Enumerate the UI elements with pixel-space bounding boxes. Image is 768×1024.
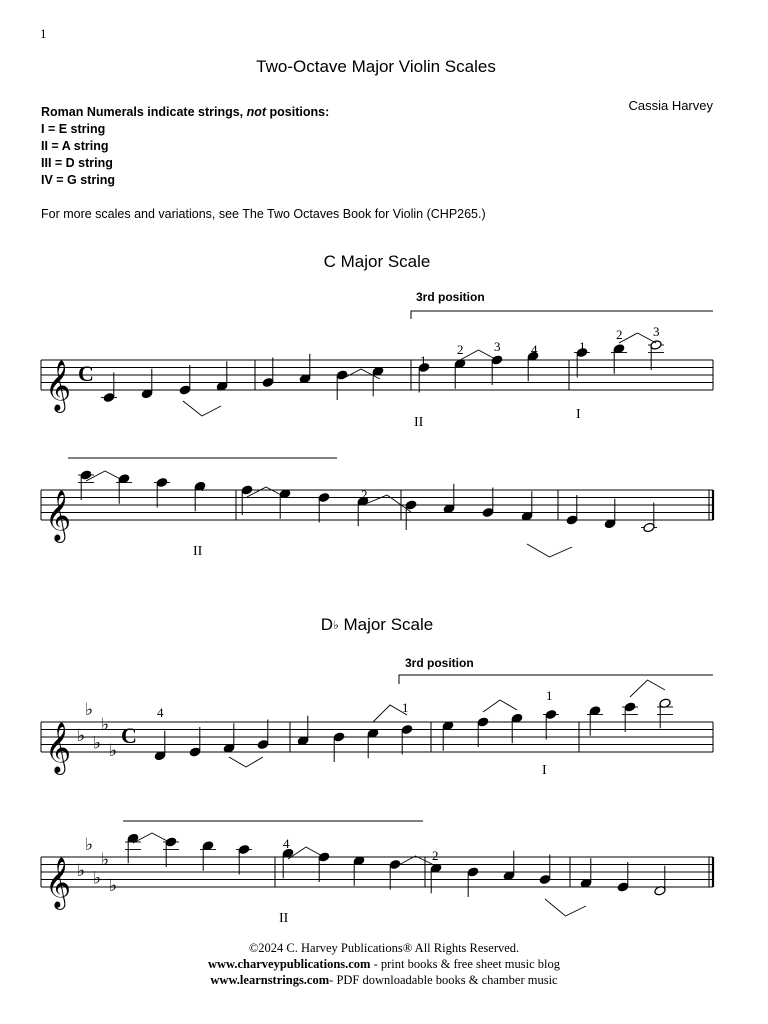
fingering: 4 (157, 705, 164, 720)
key-flat-icon: ♭ (109, 741, 118, 761)
page-footer (0, 940, 768, 988)
legend-line-g: IV = G string (41, 173, 115, 187)
fingering: 4 (531, 342, 538, 357)
position-label: 3rd position (416, 290, 485, 304)
copyright-line: ©2024 C. Harvey Publications® All Rights Reserved. (248, 941, 520, 955)
legend-heading-pre: Roman Numerals indicate strings, (41, 105, 247, 119)
fingering: 1 (546, 688, 553, 703)
key-flat-icon: ♭ (101, 849, 110, 870)
legend-heading-post: positions: (266, 105, 330, 119)
position-label: 3rd position (405, 656, 474, 670)
scale-title-prefix: D (320, 615, 334, 634)
slur-mark (460, 350, 497, 360)
learnstrings-link[interactable]: www.learnstrings.com (210, 973, 330, 987)
key-flat-icon: ♭ (101, 714, 110, 735)
fingering: 4 (283, 836, 290, 851)
treble-clef-icon: 𝄞 (45, 857, 72, 908)
slur-mark (545, 899, 586, 916)
string-marking: II (414, 415, 424, 430)
publisher-link[interactable]: www.charveypublications.com (207, 957, 371, 971)
notation-layer (41, 333, 713, 916)
composer-name: Cassia Harvey (628, 98, 713, 113)
slur-mark (86, 471, 124, 481)
key-flat-icon: ♭ (93, 733, 102, 754)
string-marking: I (576, 407, 581, 422)
treble-clef-icon: 𝄞 (45, 490, 72, 541)
common-time-icon: C (121, 723, 137, 748)
footer-download-line (0, 972, 768, 988)
slur-mark (247, 487, 285, 497)
slur-mark (630, 680, 665, 697)
legend-heading-emphasis: not (246, 105, 267, 119)
treble-clef-icon: 𝄞 (45, 722, 72, 773)
string-marking: II (193, 544, 203, 559)
fingering: 3 (653, 324, 660, 339)
string-marking: II (279, 911, 289, 926)
slur-mark (619, 333, 656, 343)
key-flat-icon: ♭ (85, 699, 94, 720)
legend-line-a: II = A string (41, 139, 109, 153)
position-bracket (411, 311, 713, 319)
footer-website-desc: - print books & free sheet music blog (370, 957, 561, 971)
reference-note: For more scales and variations, see The Two Octaves Book for Violin (CHP265.) (41, 207, 486, 221)
fingering: 1 (420, 353, 427, 368)
page-number: 1 (40, 26, 47, 41)
fingering: 4 (198, 479, 205, 494)
fingering: 3 (494, 339, 501, 354)
legend-line-d: III = D string (41, 156, 113, 170)
legend-line-e: I = E string (41, 122, 106, 136)
slur-mark (133, 833, 171, 843)
fingering: 1 (579, 339, 586, 354)
footer-download-desc: - PDF downloadable books & chamber music (329, 973, 558, 987)
fingering: 2 (457, 342, 464, 357)
key-flat-icon: ♭ (77, 861, 86, 881)
key-flat-icon: ♭ (77, 726, 86, 746)
slur-mark (229, 757, 263, 767)
slur-mark (183, 401, 221, 416)
fingering: 1 (402, 700, 409, 715)
score-labels (68, 290, 713, 926)
slur-mark (483, 700, 517, 712)
key-flat-icon: ♭ (109, 876, 118, 896)
string-marking: I (542, 763, 547, 778)
flat-sign: ♭ (333, 618, 339, 632)
fingering: 2 (616, 327, 623, 342)
slur-mark (395, 856, 436, 867)
scale-title-prefix: C (323, 252, 336, 271)
fingering: 2 (432, 848, 439, 863)
key-flat-icon: ♭ (93, 868, 102, 889)
common-time-icon: C (78, 361, 94, 386)
slur-mark (527, 544, 572, 557)
key-flat-icon: ♭ (85, 834, 94, 855)
scale-title-suffix: Major Scale (335, 252, 431, 271)
fingering: 2 (361, 487, 368, 502)
page-title: Two-Octave Major Violin Scales (256, 57, 496, 76)
footer-website-line (0, 956, 768, 972)
treble-clef-icon: 𝄞 (45, 360, 72, 411)
position-bracket (399, 675, 713, 684)
scale-title-suffix: Major Scale (338, 615, 434, 634)
